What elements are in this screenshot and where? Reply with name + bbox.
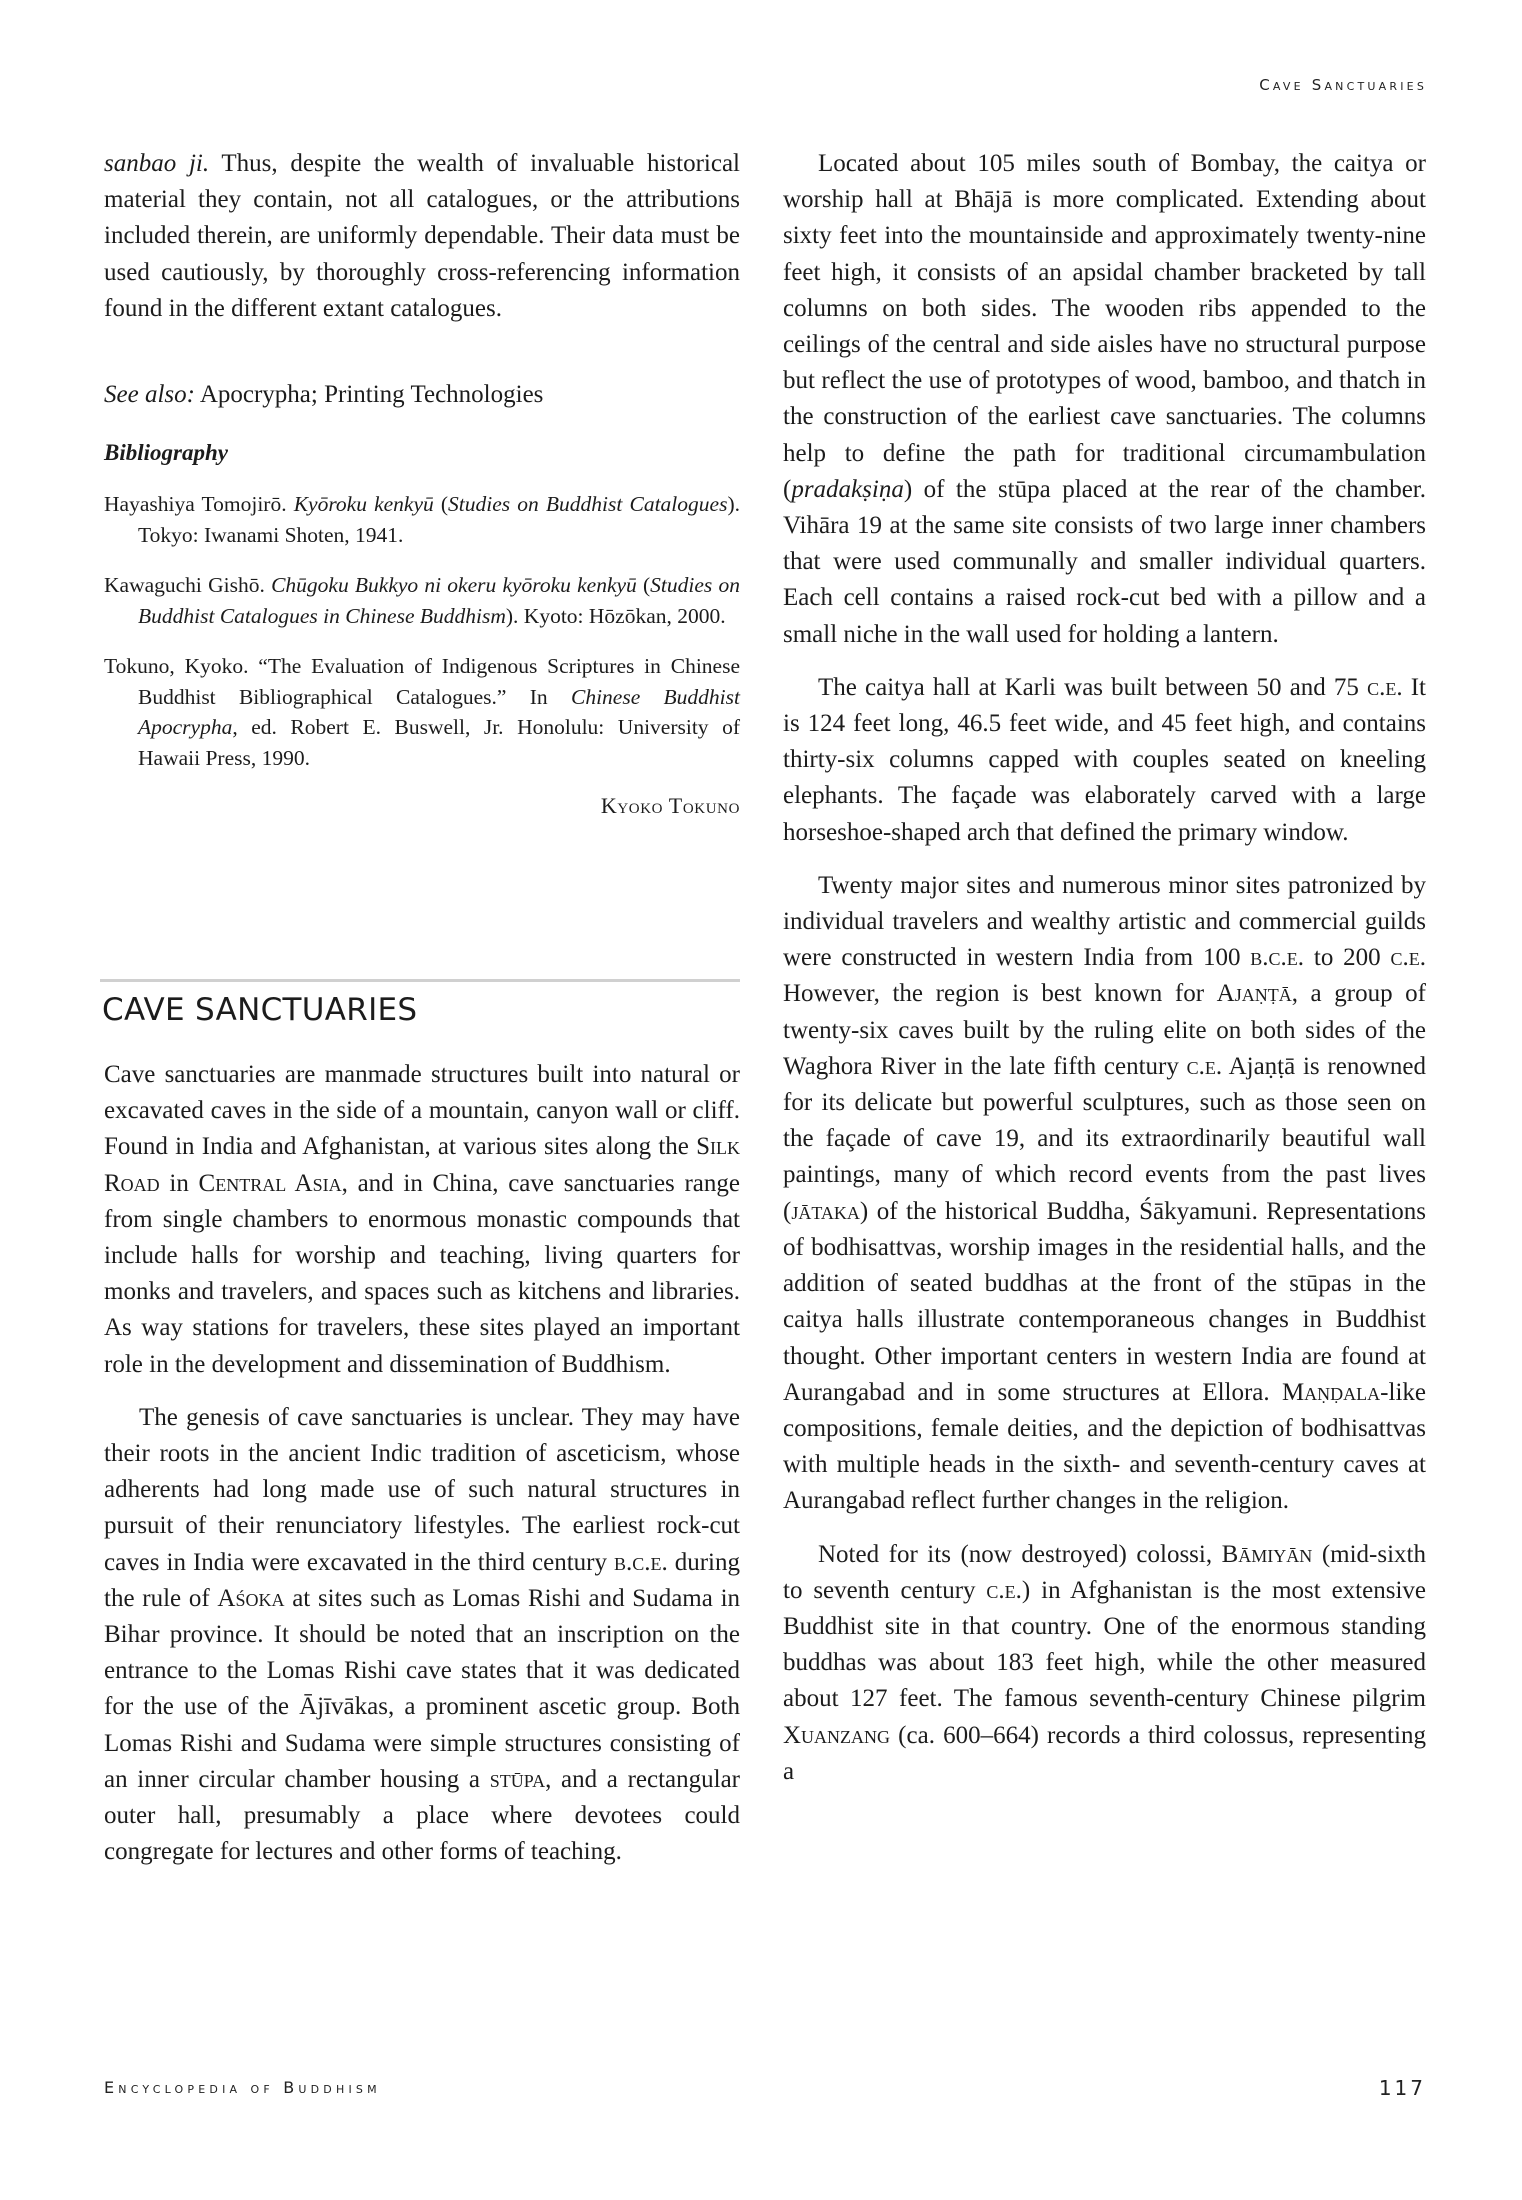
- italic-subtitle: Studies on Buddhist Catalogues in Chinese Buddhism: [138, 573, 740, 628]
- text: Twenty major sites and numerous minor sites patronized by individual travelers and wealthy artistic and commercial guilds were constructed in western India from 100: [783, 871, 1426, 972]
- italic-term: pradakṣiṇa: [791, 475, 904, 503]
- cross-reference-link[interactable]: Xuanzang: [783, 1721, 891, 1749]
- text: Tokuno, Kyoko. “The Evaluation of Indigenous Scriptures in Chinese Buddhist Bibliographical Catalogues.” In: [104, 654, 740, 709]
- right-column: [783, 146, 1426, 1790]
- paragraph-6: [783, 1537, 1426, 1790]
- text: during the rule of: [104, 1548, 741, 1612]
- paragraph-1: [104, 1057, 740, 1383]
- text: Located about 105 miles south of Bombay, the caitya or worship hall at Bhājā is more complicated. Extending about sixty feet into the mountainside and approximately twenty-nine feet high, it consists of an apsidal chamber bracketed by tall columns on both sides. The wooden ribs appended to the ceilings of the central and side aisles have no structural purpose but reflect the use of prototypes of wood, bamboo, and thatch in the construction of the earliest cave sanctuaries. The columns help to define the path for traditional circumambulation (: [783, 150, 1426, 503]
- paragraph-5: [783, 868, 1426, 1520]
- cross-reference-link[interactable]: Bāmiyān: [1221, 1540, 1313, 1568]
- cross-reference-link[interactable]: Ajaṇṭā: [1216, 980, 1292, 1008]
- left-column-entry: [104, 1057, 740, 1870]
- paragraph-4: [783, 670, 1426, 851]
- italic-subtitle: Studies on Buddhist Catalogues: [448, 492, 728, 517]
- bibliography-list: [104, 489, 740, 773]
- text: -like compositions, female deities, and the depiction of bodhisattvas with multiple heads in the sixth- and seventh-century caves at Aurangabad reflect further changes in the religion.: [783, 1378, 1426, 1515]
- bibliography-heading: Bibliography: [104, 440, 228, 466]
- cross-reference-link[interactable]: jātaka: [791, 1197, 860, 1225]
- italic-title: Chūgoku Bukkyo ni okeru kyōroku kenkyū: [271, 573, 637, 598]
- text: Noted for its (now destroyed) colossi,: [818, 1540, 1222, 1568]
- see-also: [104, 377, 740, 413]
- italic-title: Kyōroku kenkyū: [293, 492, 434, 517]
- text: at sites such as Lomas Rishi and Sudama in Bihar province. It should be noted that an inscription on the entrance to the Lomas Rishi cave states that it was dedicated for the use of the Ājīvākas, a prominent ascetic group. Both Lomas Rishi and Sudama were simple structures consisting of an inner circular chamber housing a: [104, 1584, 741, 1793]
- see-also-label: See also:: [104, 381, 195, 409]
- previous-entry-continuation: [104, 146, 740, 327]
- text: , a group of twenty-six caves built by the ruling elite on both sides of the Waghora River in the late fifth century: [783, 980, 1426, 1080]
- running-head: Cave Sanctuaries: [1259, 76, 1427, 94]
- cross-reference-link[interactable]: Central Asia: [198, 1169, 342, 1197]
- paragraph-3: [783, 146, 1426, 653]
- cross-reference-link[interactable]: Silk Road: [104, 1133, 740, 1197]
- text: (: [636, 573, 651, 598]
- era-abbrev: c.e.: [986, 1576, 1022, 1604]
- era-abbrev: b.c.e.: [1250, 944, 1305, 972]
- bibliography-entry: [104, 570, 740, 631]
- text: ). Kyoto: Hōzōkan, 2000.: [505, 603, 726, 628]
- era-abbrev: b.c.e.: [613, 1548, 668, 1576]
- text: ). Tokyo: Iwanami Shoten, 1941.: [138, 492, 740, 547]
- cross-reference-link[interactable]: stūpa: [489, 1765, 546, 1793]
- text: Thus, despite the wealth of invaluable historical material they contain, not all catalogues, or the attributions included therein, are uniformly dependable. Their data must be used cautiously, by thoroughly cross-referencing information found in the different extant catalogues.: [104, 150, 740, 322]
- text: ) in Afghanistan is the most extensive Buddhist site in that country. One of the enormous standing buddhas was about 183 feet high, while the other measured about 127 feet. The famous seventh-century Chinese pilgrim: [783, 1576, 1426, 1713]
- author-signature: Kyoko Tokuno: [600, 793, 740, 819]
- text: , and in China, cave sanctuaries range from single chambers to enormous monastic compounds that include halls for worship and teaching, living quarters for monks and travelers, and spaces such as kitchens and libraries. As way stations for travelers, these sites played an important role in the development and dissemination of Buddhism.: [104, 1169, 741, 1378]
- text: , ed. Robert E. Buswell, Jr. Honolulu: University of Hawaii Press, 1990.: [138, 715, 740, 770]
- see-also-links[interactable]: Apocrypha; Printing Technologies: [199, 381, 544, 409]
- bibliography-entry: [104, 489, 740, 550]
- text: It is 124 feet long, 46.5 feet wide, and 45 feet high, and contains thirty-six columns capped with couples seated on kneeling elephants. The façade was elaborately carved with a large horseshoe-shaped arch that defined the primary window.: [783, 673, 1427, 846]
- entry-title: CAVE SANCTUARIES: [102, 992, 418, 1028]
- bibliography-entry: [104, 651, 740, 773]
- text: The caitya hall at Karli was built between 50 and 75: [818, 673, 1368, 701]
- text: (: [433, 492, 449, 517]
- cross-reference-link[interactable]: Maṇḍala: [1281, 1378, 1381, 1406]
- paragraph-2: [104, 1400, 740, 1871]
- text: ) of the stūpa placed at the rear of the chamber. Vihāra 19 at the same site consists of two large inner chambers that were used communally and smaller individual quarters. Each cell contains a raised rock-cut bed with a pillow and a small niche in the wall used for holding a lantern.: [783, 475, 1426, 648]
- era-abbrev: c.e.: [1186, 1052, 1223, 1080]
- left-column: [104, 146, 740, 819]
- text: Kawaguchi Gishō.: [104, 573, 272, 598]
- era-abbrev: c.e.: [1390, 944, 1426, 972]
- section-divider: [100, 979, 740, 982]
- text: Cave sanctuaries are manmade structures built into natural or excavated caves in the side of a mountain, canyon wall or cliff. Found in India and Afghanistan, at various sites along the: [104, 1061, 740, 1161]
- text: Hayashiya Tomojirō.: [104, 492, 294, 517]
- era-abbrev: c.e.: [1367, 673, 1403, 701]
- text: Ajaṇṭā is renowned for its delicate but powerful sculptures, such as those seen on the façade of cave 19, and its extraordinarily beautiful wall paintings, many of which record events from the past lives (: [783, 1052, 1426, 1225]
- cross-reference-link[interactable]: Aśoka: [217, 1584, 285, 1612]
- text: in: [159, 1169, 199, 1197]
- text: ) of the historical Buddha, Śākyamuni. Representations of bodhisattvas, worship images in the residential halls, and the addition of seated buddhas at the front of the stūpas in the caitya halls illustrate contemporaneous changes in Buddhist thought. Other important centers in western India are found at Aurangabad and in some structures at Ellora.: [783, 1197, 1426, 1406]
- text: , and a rectangular outer hall, presumably a place where devotees could congregate for lectures and other forms of teaching.: [104, 1765, 741, 1866]
- text: (mid-sixth to seventh century: [783, 1540, 1426, 1604]
- italic-title: Chinese Buddhist Apocrypha: [138, 684, 741, 740]
- text: However, the region is best known for: [783, 980, 1217, 1008]
- footer-book-title: Encyclopedia of Buddhism: [104, 2078, 381, 2097]
- text: (ca. 600–664) records a third colossus, representing a: [783, 1721, 1426, 1785]
- text: to 200: [1304, 944, 1391, 972]
- page-number: 117: [1378, 2076, 1426, 2100]
- text: The genesis of cave sanctuaries is unclear. They may have their roots in the ancient Indic tradition of asceticism, whose adherents had long made use of such natural structures in pursuit of their renunciatory lifestyles. The earliest rock-cut caves in India were excavated in the third century: [104, 1403, 740, 1576]
- italic-term: sanbao ji.: [104, 150, 210, 177]
